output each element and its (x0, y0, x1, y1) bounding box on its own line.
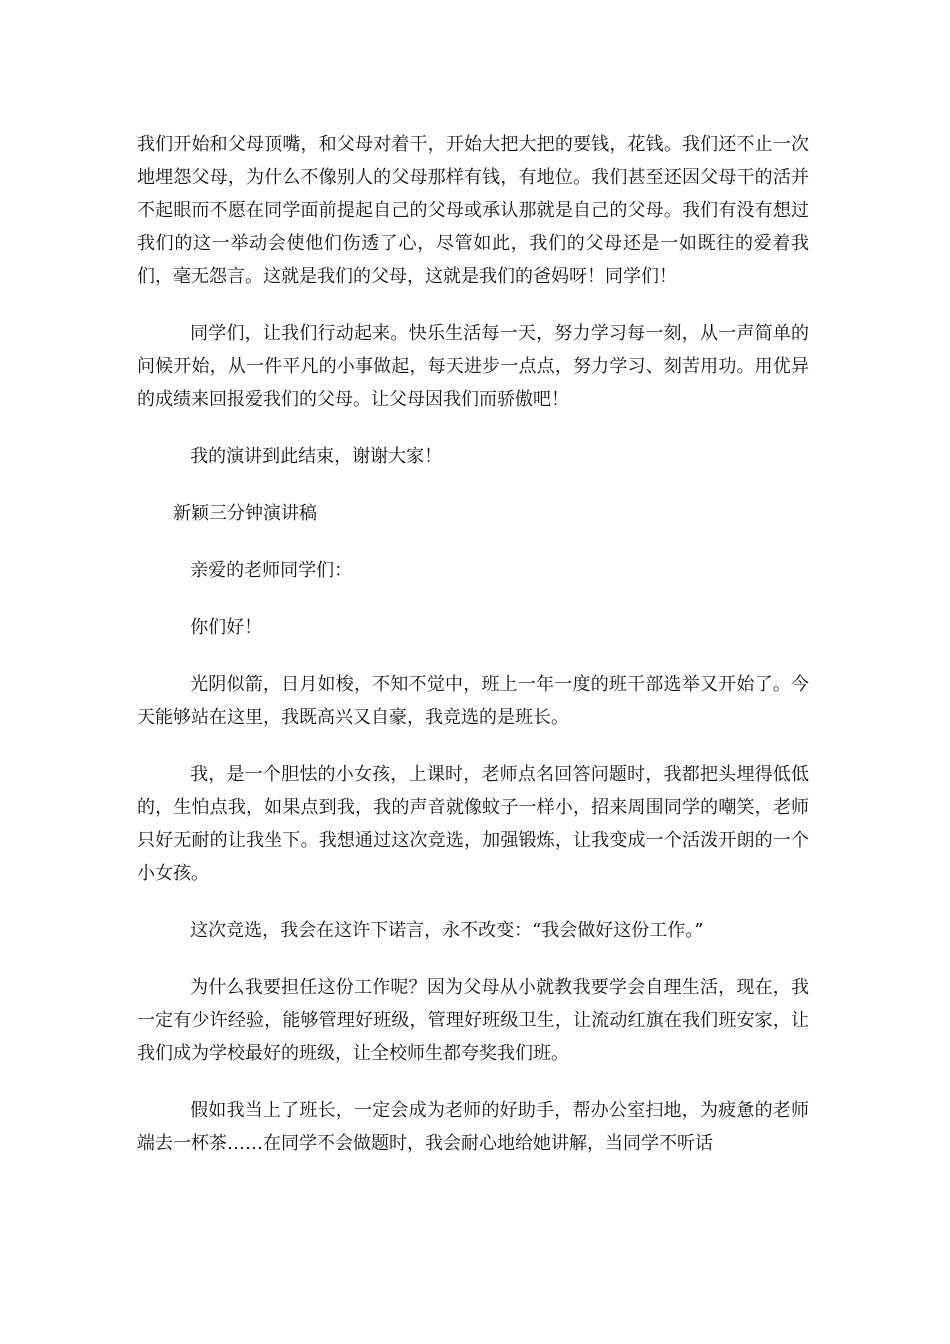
paragraph-closing: 我的演讲到此结束，谢谢大家！ (190, 446, 443, 467)
paragraph-shy-girl: 我，是一个胆怯的小女孩，上课时，老师点名回答问题时，我都把头埋得低低的，生怕点我，如果点到我，我的声音就像蚊子一样小，招来周围同学的嘲笑，老师只好无耐的让我坐下。我想通过这次竞选，加强锻炼，让我变成一个活泼开朗的一个小女孩。 (137, 764, 809, 884)
document-page (137, 128, 809, 1184)
paragraph-greeting: 你们好！ (190, 617, 263, 638)
paragraph-if-elected: 假如我当上了班长，一定会成为老师的好助手，帮办公室扫地，为疲惫的老师端去一杯茶……在同学不会做题时，我会耐心地给她讲解，当同学不听话 (137, 1100, 809, 1154)
section-title: 新颖三分钟演讲稿 (173, 503, 317, 524)
paragraph-reason: 为什么我要担任这份工作呢？因为父母从小就教我要学会自理生活，现在，我一定有少许经验，能够管理好班级，管理好班级卫生，让流动红旗在我们班安家，让我们成为学校最好的班级，让全校师生都夸奖我们班。 (137, 977, 809, 1064)
paragraph-call-to-action: 同学们，让我们行动起来。快乐生活每一天，努力学习每一刻，从一声简单的问候开始，从一件平凡的小事做起，每天进步一点点，努力学习、刻苦用功。用优异的成绩来回报爱我们的父母。让父母因我们而骄傲吧！ (137, 323, 809, 410)
paragraph-election-intro: 光阴似箭，日月如梭，不知不觉中，班上一年一度的班干部选举又开始了。今天能够站在这里，我既高兴又自豪，我竞选的是班长。 (137, 674, 809, 728)
paragraph-promise: 这次竞选，我会在这许下诺言，永不改变：“我会做好这份工作。” (190, 920, 704, 941)
paragraph-parents-complaint: 我们开始和父母顶嘴，和父母对着干，开始大把大把的要钱，花钱。我们还不止一次地埋怨父母，为什么不像别人的父母那样有钱，有地位。我们甚至还因父母干的活并不起眼而不愿在同学面前提起自己的父母或承认那就是自己的父母。我们有没有想过我们的这一举动会使他们伤透了心，尽管如此，我们的父母还是一如既往的爱着我们，毫无怨言。这就是我们的父母，这就是我们的爸妈呀！同学们！ (137, 134, 809, 287)
paragraph-salutation: 亲爱的老师同学们： (190, 560, 353, 581)
